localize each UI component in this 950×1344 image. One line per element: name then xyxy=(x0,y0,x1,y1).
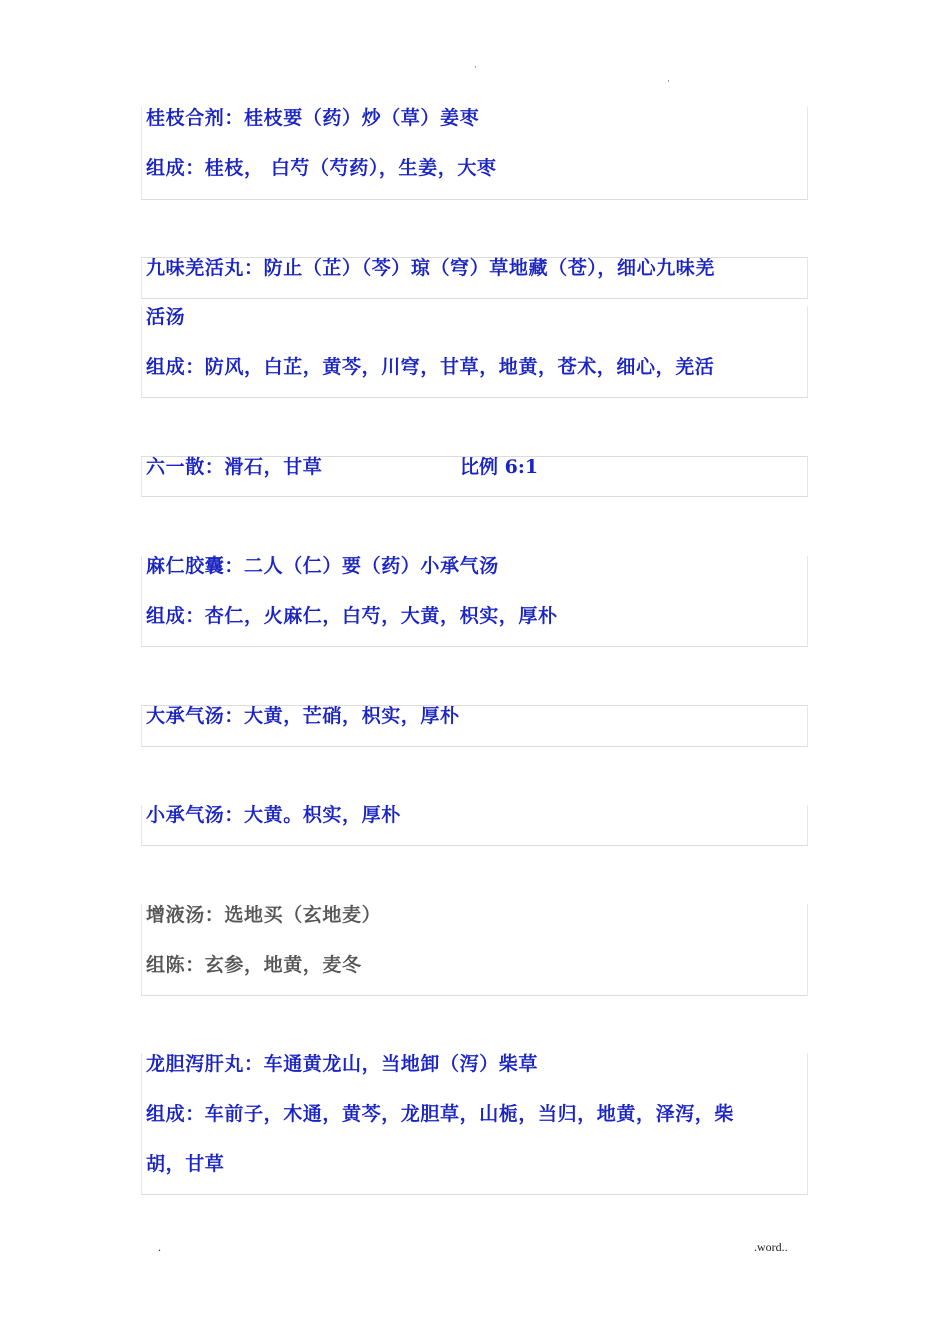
header-dot-right: · xyxy=(667,76,670,86)
formula-composition-longdan: 组成：车前子，木通，黄芩，龙胆草，山栀，当归，地黄，泽泻，柴 xyxy=(146,1103,735,1125)
formula-title-jiuwei-cont: 活汤 xyxy=(146,306,186,328)
text-block-jiuwei-body xyxy=(141,306,808,398)
formula-composition-maren: 组成：杏仁，火麻仁，白芍，大黄，枳实，厚朴 xyxy=(146,605,558,627)
header-dot-center: · xyxy=(474,62,477,72)
formula-title-liuyi: 六一散：滑石，甘草 xyxy=(146,456,323,478)
formula-title-xiaochengqi: 小承气汤：大黄。枳实，厚朴 xyxy=(146,804,401,826)
formula-composition-guizhi: 组成：桂枝， 白芍（芍药），生姜，大枣 xyxy=(146,157,497,179)
formula-title-dachengqi: 大承气汤：大黄，芒硝，枳实，厚朴 xyxy=(146,705,460,727)
formula-composition-zengye: 组陈：玄参，地黄，麦冬 xyxy=(146,954,362,976)
formula-composition-jiuwei: 组成：防风，白芷，黄芩，川穹，甘草，地黄，苍术，细心，羌活 xyxy=(146,356,715,378)
formula-title-longdan: 龙胆泻肝丸：车通黄龙山，当地卸（泻）柴草 xyxy=(146,1053,539,1075)
footer-left-mark: . xyxy=(158,1240,161,1254)
formula-title-maren: 麻仁胶囊：二人（仁）要（药）小承气汤 xyxy=(146,555,499,577)
formula-title-zengye: 增液汤：选地买（玄地麦） xyxy=(146,904,382,926)
formula-title-guizhi: 桂枝合剂：桂枝要（药）炒（草）姜枣 xyxy=(146,107,480,129)
formula-title-jiuwei: 九味羌活丸：防止（芷）（芩）琼（穹）草地藏（苍），细心九味羌 xyxy=(146,257,716,279)
footer-right-mark: .word.. xyxy=(754,1240,788,1254)
formula-composition-longdan-cont: 胡，甘草 xyxy=(146,1153,225,1175)
formula-ratio-liuyi: 比例 6:1 xyxy=(460,456,539,478)
